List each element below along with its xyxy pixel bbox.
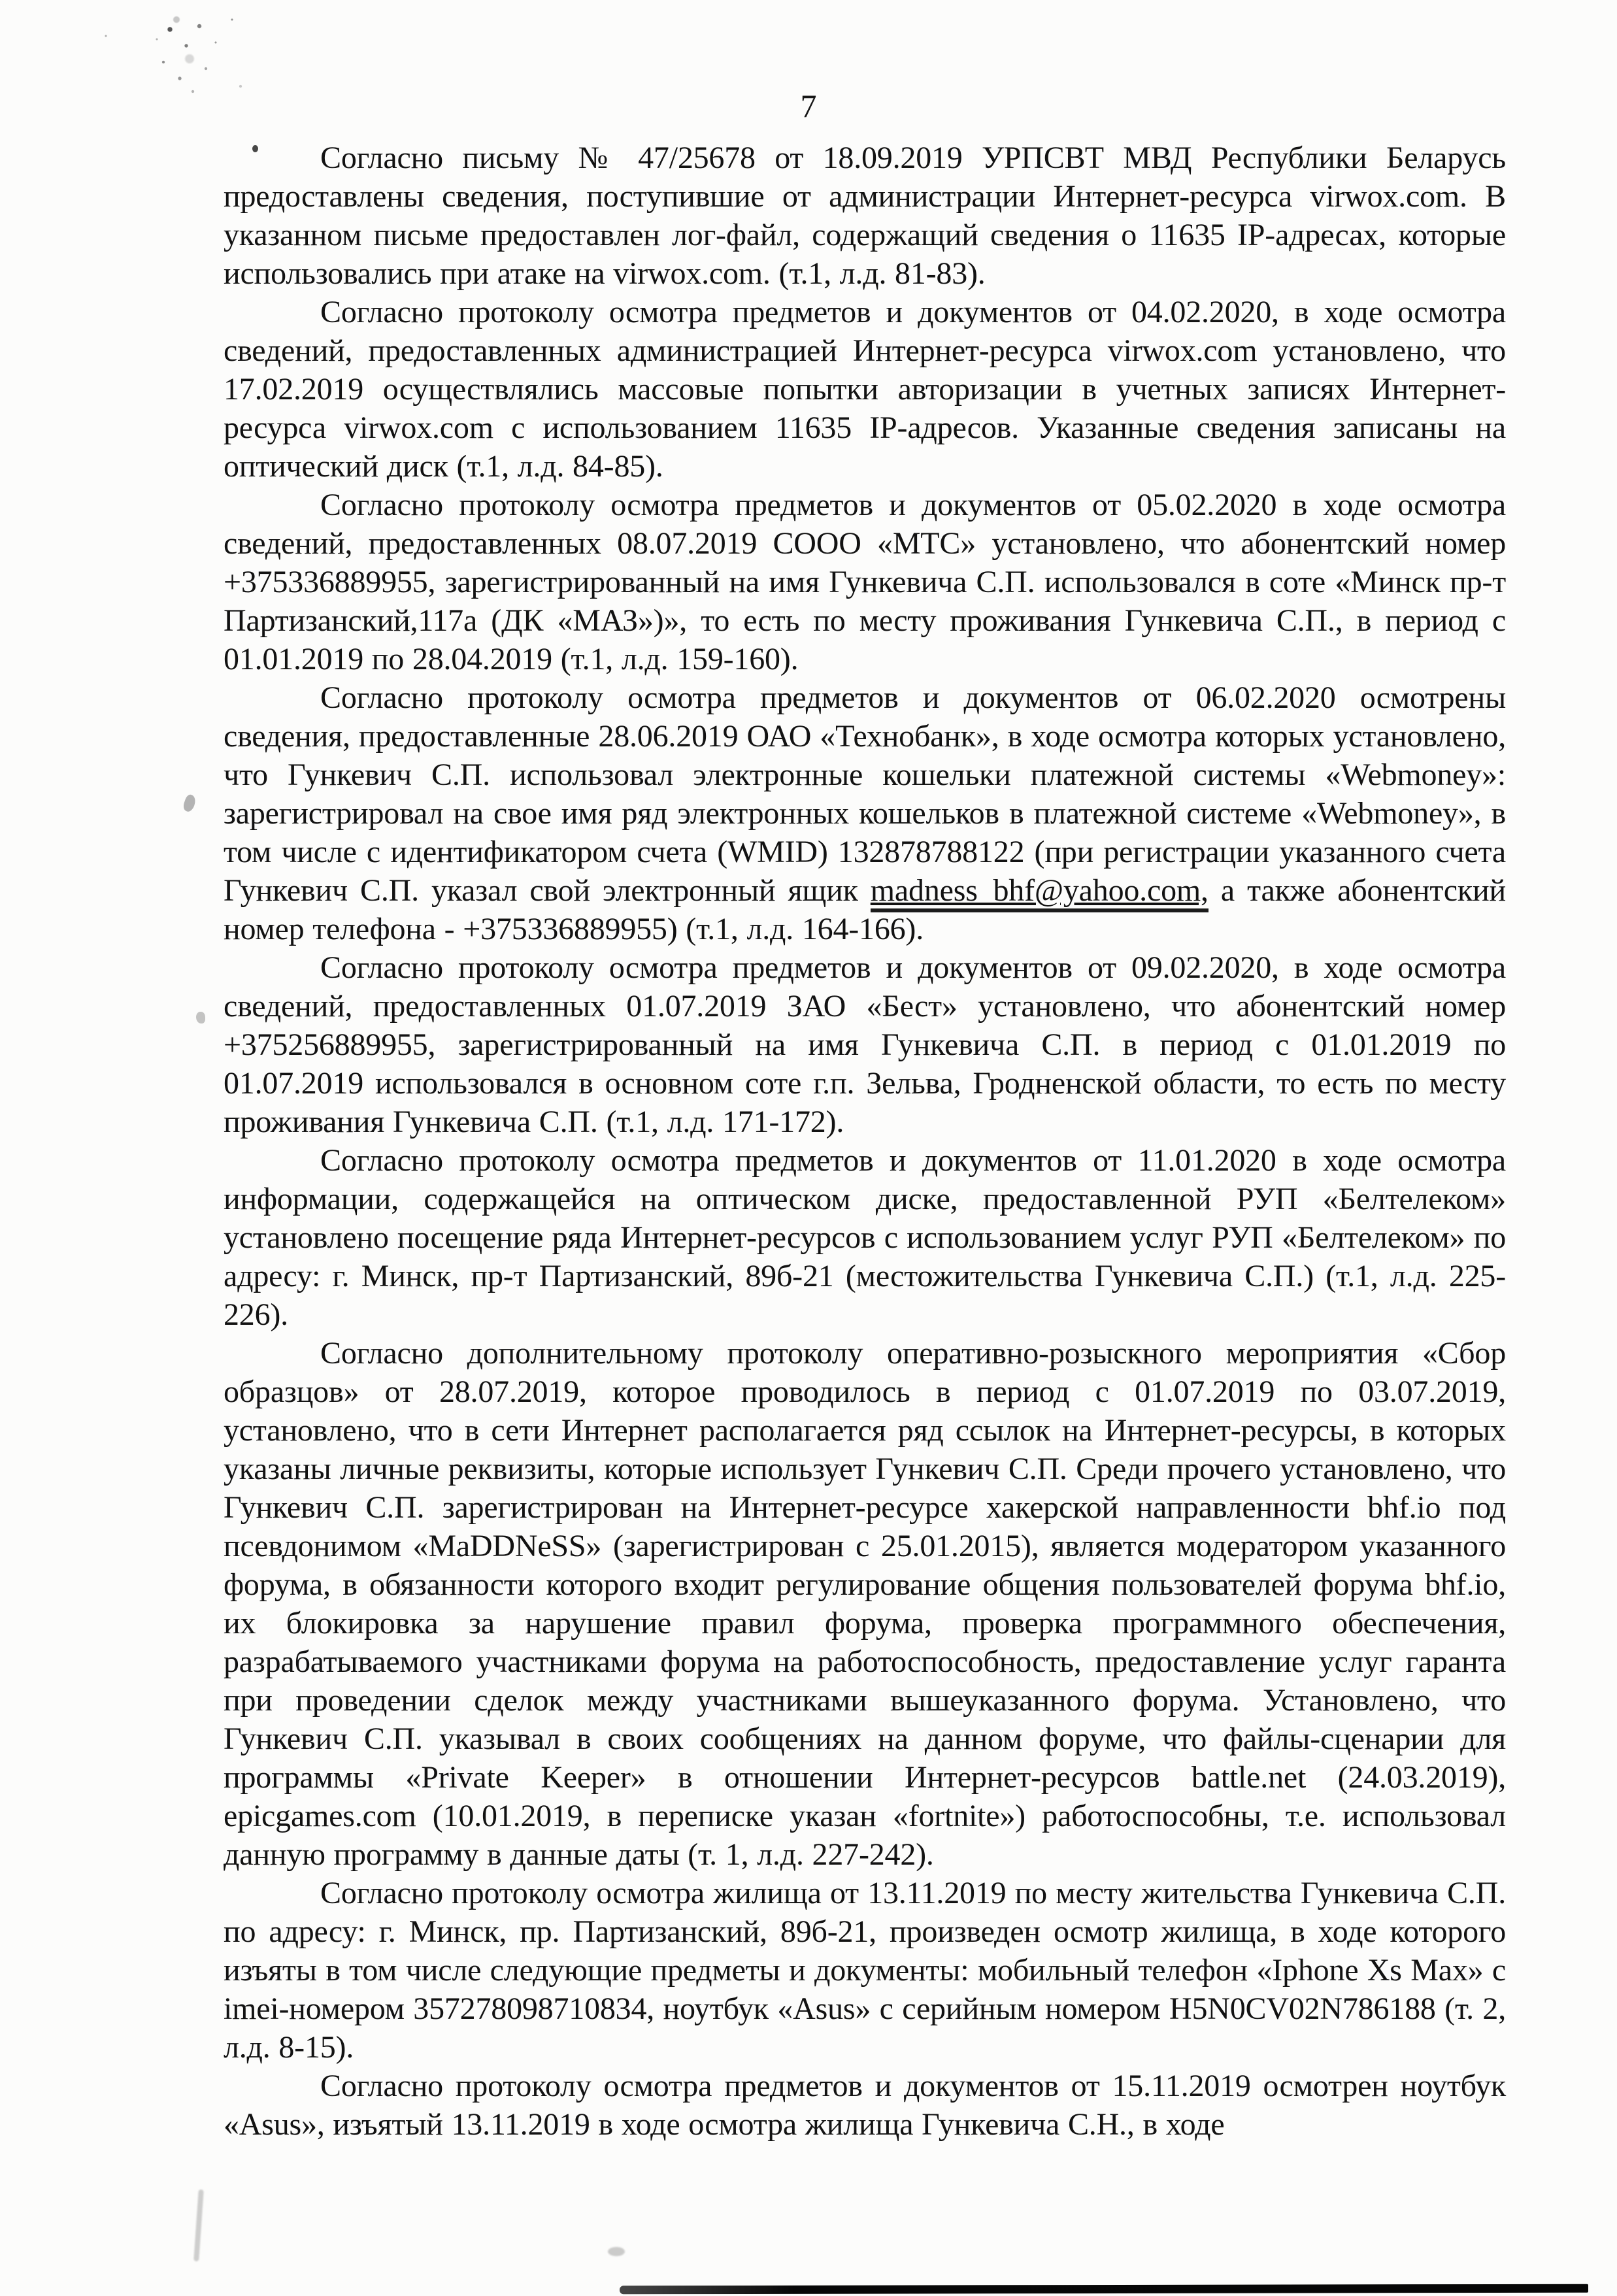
paragraph-segment-post: а также абонентский номер телефона - +375336889955) (т.1, л.д. 164-166). — [224, 873, 1506, 946]
paragraph-protocol-09-02-2020-best: Согласно протоколу осмотра предметов и документов от 09.02.2020, в ходе осмотра сведений, предоставленных 01.07.2019 ЗАО «Бест» установлено, что абонентский номер +375256889955, зарегистрированный на имя Гункевича С.П. в период с 01.01.2019 по 01.07.2019 использовался в основном соте г.п. Зельва, Гродненской области, то есть по месту проживания Гункевича С.П. (т.1, л.д. 171-172). — [224, 950, 1506, 1139]
paragraph-protocol-05-02-2020-mts: Согласно протоколу осмотра предметов и документов от 05.02.2020 в ходе осмотра сведений, предоставленных 08.07.2019 СООО «МТС» установлено, что абонентский номер +375336889955, зарегистрированный на имя Гункевича С.П. использовался в соте «Минск пр-т Партизанский,117а (ДК «МАЗ»)», то есть по месту проживания Гункевича С.П., в период с 01.01.2019 по 28.04.2019 (т.1, л.д. 159-160). — [224, 488, 1506, 676]
scan-speck — [182, 793, 197, 813]
scan-squiggle — [193, 2189, 204, 2261]
scan-speck — [196, 1012, 205, 1023]
scan-speck — [608, 2247, 625, 2256]
paragraph-letter-virwox: Согласно письму № 47/25678 от 18.09.2019 УРПСВТ МВД Республики Беларусь предоставлены сведения, поступившие от администрации Интернет-ресурса virwox.com. В указанном письме предоставлен лог-файл, содержащий сведения о 11635 IP-адресах, которые использовались при атаке на virwox.com. (т.1, л.д. 81-83). — [224, 141, 1506, 291]
scan-artifact-bar — [620, 2284, 1588, 2295]
underlined-email-address: madness_bhf@yahoo.com, — [871, 873, 1209, 912]
paragraph-segment-pre: Согласно протоколу осмотра предметов и документов от 06.02.2020 осмотрены сведения, предоставленные 28.06.2019 ОАО «Технобанк», в ходе осмотра которых установлено, что Гункевич С.П. использовал электронные кошельки платежной системы «Webmoney»: зарегистрировал на свое имя ряд электронных кошельков в платежной системе «Webmoney», в том числе с идентификатором счета (WMID) 132878788122 (при регистрации указанного счета Гункевич С.П. указал свой электронный ящик — [224, 680, 1506, 908]
paragraph-protocol-osmotra-zhilishcha: Согласно протоколу осмотра жилища от 13.11.2019 по месту жительства Гункевича С.П. по адресу: г. Минск, пр. Партизанский, 89б-21, произведен осмотр жилища, в ходе которого изъяты в том числе следующие предметы и документы: мобильный телефон «Iphone Xs Max» с imei-номером 357278098710834, ноутбук «Asus» с серийным номером H5N0CV02N786188 (т. 2, л.д. 8-15). — [224, 1876, 1506, 2065]
document-body — [224, 139, 1506, 2144]
paragraph-protocol-06-02-2020-technobank — [224, 678, 1506, 948]
paragraph-protocol-04-02-2020: Согласно протоколу осмотра предметов и документов от 04.02.2020, в ходе осмотра сведений, предоставленных администрацией Интернет-ресурса virwox.com установлено, что 17.02.2019 осуществлялись массовые попытки авторизации в учетных записях Интернет-ресурса virwox.com с использованием 11635 IP-адресов. Указанные сведения записаны на оптический диск (т.1, л.д. 84-85). — [224, 295, 1506, 484]
paragraph-protocol-15-11-2019-asus: Согласно протоколу осмотра предметов и документов от 15.11.2019 осмотрен ноутбук «Asus», изъятый 13.11.2019 в ходе осмотра жилища Гункевича С.Н., в ходе — [224, 2069, 1506, 2142]
page-number: 7 — [800, 88, 817, 124]
paragraph-orm-sbor-obrazcov: Согласно дополнительному протоколу оперативно-розыскного мероприятия «Сбор образцов» от 28.07.2019, которое проводилось в период с 01.07.2019 по 03.07.2019, установлено, что в сети Интернет располагается ряд ссылок на Интернет-ресурсы, в которых указаны личные реквизиты, которые использует Гункевич С.П. Среди прочего установлено, что Гункевич С.П. зарегистрирован на Интернет-ресурсе хакерской направленности bhf.io под псевдонимом «MaDDNeSS» (зарегистрирован с 25.01.2015), является модератором указанного форума, в обязанности которого входит регулирование общения пользователей форума bhf.io, их блокировка за нарушение правил форума, проверка программного обеспечения, разрабатываемого участниками форума на работоспособность, предоставление услуг гаранта при проведении сделок между участниками вышеуказанного форума. Установлено, что Гункевич С.П. указывал в своих сообщениях на данном форуме, что файлы-сценарии для программы «Private Keeper» в отношении Интернет-ресурсов battle.net (24.03.2019), epicgames.com (10.01.2019, в переписке указан «fortnite») работоспособны, т.е. использовал данную программу в данные даты (т. 1, л.д. 227-242). — [224, 1336, 1506, 1872]
paragraph-protocol-11-01-2020-beltelecom: Согласно протоколу осмотра предметов и документов от 11.01.2020 в ходе осмотра информации, содержащейся на оптическом диске, предоставленной РУП «Белтелеком» установлено посещение ряда Интернет-ресурсов с использованием услуг РУП «Белтелеком» по адресу: г. Минск, пр-т Партизанский, 89б-21 (местожительства Гункевича С.П.) (т.1, л.д. 225-226). — [224, 1143, 1506, 1332]
